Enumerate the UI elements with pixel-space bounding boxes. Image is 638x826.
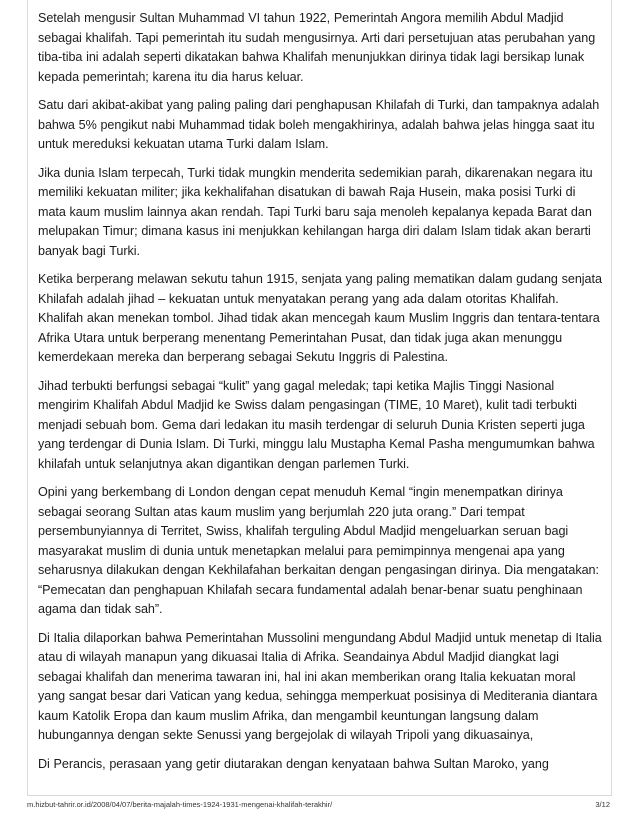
article-body bbox=[38, 9, 606, 783]
paragraph: Di Italia dilaporkan bahwa Pemerintahan Mussolini mengundang Abdul Madjid untuk menetap di Italia atau di wilayah manapun yang dikuasai Italia di Afrika. Seandainya Abdul Madjid diangkat lagi sebagai khalifah dan menerima tawaran ini, hal ini akan memberikan orang Italia kekuatan moral yang sangat besar dari Vatican yang kedua, sehingga memperkuat posisinya di Mediterania diantara kaum Katolik Eropa dan kaum muslim Afrika, dan mengambil keuntungan langsung dalam hubungannya dengan sekte Senussi yang bergejolak di wilayah Tripoli yang dikuasainya, bbox=[38, 630, 602, 742]
footer-url[interactable]: m.hizbut-tahrir.or.id/2008/04/07/berita-majalah-times-1924-1931-mengenai-khalifah-terakhir/ bbox=[27, 800, 333, 809]
paragraph: Jika dunia Islam terpecah, Turki tidak mungkin menderita sedemikian parah, dikarenakan negara itu memiliki kekuatan militer; jika kekhalifahan disatukan di bawah Raja Husein, maka posisi Turki di mata kaum muslim lainnya akan rendah. Tapi Turki baru saja menoleh kepalanya kepada Barat dan melupakan Timur; dimana kasus ini menjukkan kehilangan harga diri dalam Islam tidak akan berarti banyak bagi Turki. bbox=[38, 165, 593, 258]
paragraph: Opini yang berkembang di London dengan cepat menuduh Kemal “ingin menempatkan dirinya sebagai seorang Sultan atas kaum muslim yang berjumlah 220 juta orang.” Dari tempat persembunyiannya di Territet, Swiss, khalifah terguling Abdul Madjid mengeluarkan seruan bagi masyarakat muslim di dunia untuk menetapkan melalui para pemimpinnya mengenai apa yang seharusnya dilakukan dengan Kekhilafahan berkaitan dengan pengasingan dirinya. Dia mengatakan: “Pemecatan dan penghapuan Khilafah secara fundamental adalah benar-benar suatu penghinaan agama dan tidak sah”. bbox=[38, 485, 599, 616]
paragraph: Satu dari akibat-akibat yang paling paling dari penghapusan Khilafah di Turki, dan tampaknya adalah bahwa 5% pengikut nabi Muhammad tidak boleh mengakhirinya, adalah bahwa jelas hingga saat itu untuk mereduksi kekuatan utama Turki dalam Islam. bbox=[38, 98, 600, 151]
paragraph: Di Perancis, perasaan yang getir diutarakan dengan kenyataan bahwa Sultan Maroko, yang bbox=[38, 756, 549, 771]
paragraph: Jihad terbukti berfungsi sebagai “kulit” yang gagal meledak; tapi ketika Majlis Tinggi Nasional mengirim Khalifah Abdul Madjid ke Swiss dalam pengasingan (TIME, 10 Maret), kulit tadi terbukti menjadi sebuah bom. Gema dari ledakan itu masih terdengar di seluruh Dunia Kristen seperti juga yang terdengar di Dunia Islam. Di Turki, minggu lalu Mustapha Kemal Pasha mengumumkan bahwa khilafah untuk selanjutnya akan digantikan dengan parlemen Turki. bbox=[38, 378, 595, 471]
page-footer bbox=[27, 800, 610, 814]
paragraph: Setelah mengusir Sultan Muhammad VI tahun 1922, Pemerintah Angora memilih Abdul Madjid sebagai khalifah. Tapi pemerintah itu sudah mengusirnya. Arti dari persetujuan atas perubahan yang tiba-tiba ini adalah seperti dikatakan bahwa Khalifah menunjukkan dirinya tidak lagi bersikap lunak kepada pemerintah; karena itu dia harus keluar. bbox=[38, 11, 596, 84]
paragraph: Ketika berperang melawan sekutu tahun 1915, senjata yang paling mematikan dalam gudang senjata Khilafah adalah jihad – kekuatan untuk menyatakan perang yang ada dalam otoritas Khalifah. Khalifah akan menekan tombol. Jihad tidak akan mencegah kaum Muslim Inggris dan tentara-tentara Afrika Utara untuk berperang menentang Pemerintahan Pusat, dan tidak juga akan menunggu kemerdekaan mereka dan berperang sebagai Sekutu Inggris di Palestina. bbox=[38, 272, 602, 364]
page-number: 3/12 bbox=[595, 800, 610, 809]
